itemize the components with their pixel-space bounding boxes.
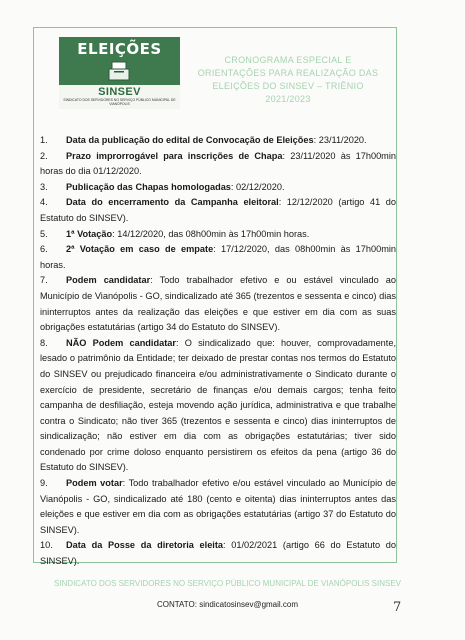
list-item xyxy=(40,476,396,538)
item-number: 5. xyxy=(40,228,48,239)
item-heading: Data do encerramento da Campanha eleitoral xyxy=(66,197,279,208)
item-text: : 17/12/2020, das 08h00min às 17h00min horas. xyxy=(40,244,396,270)
item-heading: Prazo improrrogável para inscrições de Chapa xyxy=(66,150,283,161)
list-item xyxy=(40,133,396,149)
item-text: : 23/11/2020. xyxy=(313,135,367,145)
item-heading: Data da Posse da diretoria eleita xyxy=(66,540,224,551)
list-item xyxy=(40,180,396,196)
item-number: 2. xyxy=(40,150,48,161)
logo-org-name: SINSEV xyxy=(98,86,141,98)
list-item xyxy=(40,273,396,335)
item-heading: Podem candidatar xyxy=(66,275,151,286)
list-item xyxy=(40,336,396,476)
item-text: : 01/02/2021 (artigo 66 do Estatuto do SINSEV). xyxy=(40,540,396,567)
item-text: : 12/12/2020 (artigo 41 do Estatuto do SINSEV). xyxy=(40,197,396,223)
list-item xyxy=(40,538,396,569)
item-text: : Todo trabalhador efetivo e/ou estável vinculado ao Município de Vianópolis - GO, sindicalizado até 180 (cento e oitenta) dias ininterruptos antes das eleições e que estiver em dia com as obrigações estatutárias (artigo 37 do Estatuto do SINSEV). xyxy=(40,478,396,535)
item-text: : 23/11/2020 às 17h00min horas do dia 01/12/2020. xyxy=(40,150,396,177)
list-item xyxy=(40,149,396,180)
document-title: CRONOGRAMA ESPECIAL E ORIENTAÇÕES PARA REALIZAÇÃO DAS ELEIÇÕES DO SINSEV – TRIÊNIO 2021/2023 xyxy=(197,55,379,104)
item-number: 7. xyxy=(40,275,48,286)
item-number: 1. xyxy=(40,135,48,145)
list-item xyxy=(40,227,396,243)
footer-contact: CONTATO: sindicatosinsev@gmail.com xyxy=(156,600,299,609)
item-heading: Podem votar xyxy=(66,478,123,489)
item-heading: 2ª Votação em caso de empate xyxy=(66,244,214,255)
item-number: 8. xyxy=(40,337,48,348)
item-heading: Data da publicação do edital de Convocação de Eleições xyxy=(66,135,314,145)
ballot-box-icon xyxy=(107,59,131,81)
list-item xyxy=(40,242,396,273)
item-number: 9. xyxy=(40,478,48,489)
item-number: 4. xyxy=(40,197,48,208)
item-text: : 14/12/2020, das 08h00min às 17h00min horas. xyxy=(112,228,310,239)
footer-org-name: SINDICATO DOS SERVIDORES NO SERVIÇO PÚBLICO MUNICIPAL DE VIANÓPOLIS SINSEV xyxy=(53,579,402,588)
item-heading: NÃO Podem candidatar xyxy=(66,337,176,348)
item-number: 10. xyxy=(40,540,53,551)
schedule-list xyxy=(40,133,396,570)
list-item xyxy=(40,195,396,226)
item-number: 6. xyxy=(40,244,48,255)
item-text: : O sindicalizado que: houver, comprovadamente, lesado o patrimônio da Entidade; ter deixado de prestar contas nos termos do Estatuto do SINSEV ou prejudicado financeira e/ou administrativamente o Sindicato durante o exercício de presidente, secretário de finanças e/ou demais cargos; tenha feito campanha de desfiliação, esteja movendo ação jurídica, administrativa e que trabalhe contra o Sindicato; não tiver 365 (trezentos e sessenta e cinco) dias ininterruptos de sindicalização; não estiver em dia com as obrigações estatutárias; tiver sido condenado por crime doloso enquanto persistirem os efeitos da pena (artigo 36 do Estatuto do SINSEV). xyxy=(40,337,396,473)
item-heading: 1ª Votação xyxy=(66,228,113,239)
logo-title: ELEIÇÕES xyxy=(77,40,162,58)
logo-subtitle: SINDICATO DOS SERVIDORES NO SERVIÇO PÚBLICO MUNICIPAL DE VIANÓPOLIS xyxy=(63,98,176,106)
item-text: : Todo trabalhador efetivo e ou estável vinculado ao Município de Vianópolis - GO, sindicalizado até 365 (trezentos e sessenta e cinco) dias ininterruptos antes da realização das eleições e que estiver em dia com as suas obrigações estatutárias (artigo 34 do Estatuto do SINSEV). xyxy=(40,275,396,333)
item-number: 3. xyxy=(40,181,48,192)
page-number: 7 xyxy=(393,600,402,615)
item-text: : 02/12/2020. xyxy=(230,181,285,192)
item-heading: Publicação das Chapas homologadas xyxy=(66,181,231,192)
eleicoes-logo xyxy=(59,37,180,109)
logo-banner xyxy=(59,37,180,85)
